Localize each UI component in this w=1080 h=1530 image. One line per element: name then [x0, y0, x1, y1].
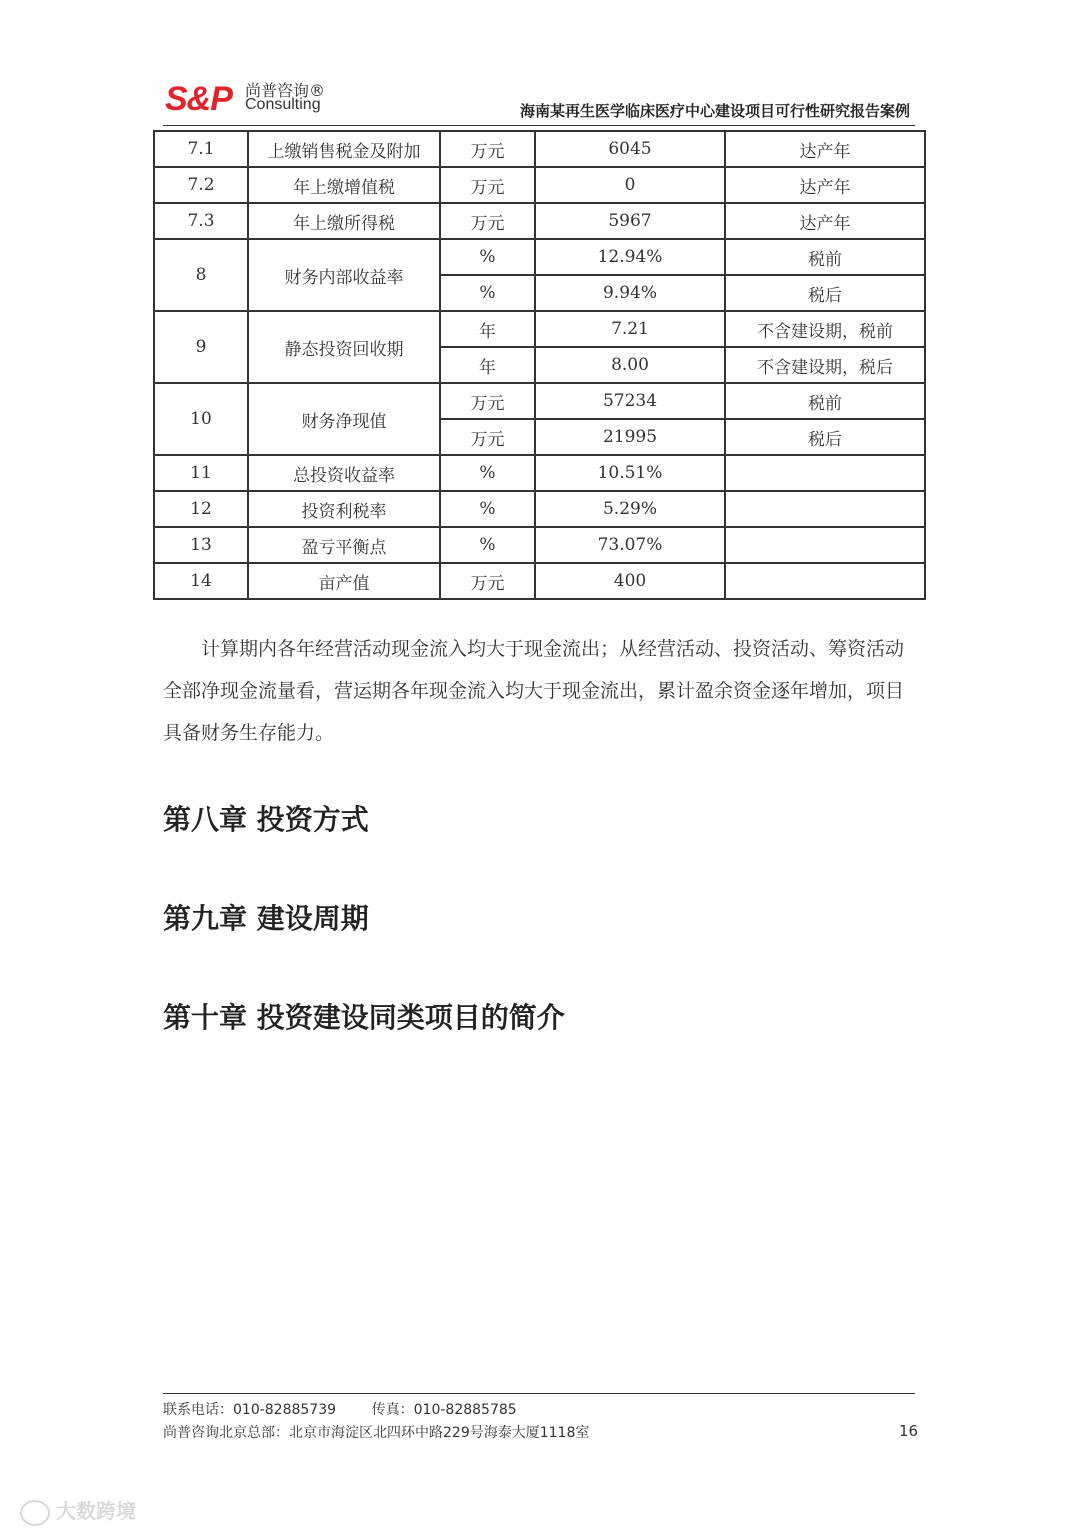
financial-indicators-table	[153, 130, 926, 600]
note: 达产年	[725, 203, 925, 239]
note	[725, 455, 925, 491]
value: 9.94%	[535, 275, 725, 311]
watermark	[20, 1495, 136, 1526]
item-name: 亩产值	[248, 563, 440, 599]
unit: 万元	[440, 563, 535, 599]
table-row	[154, 563, 925, 599]
watermark-text: 大数跨境	[56, 1499, 136, 1523]
row-number: 7.1	[154, 131, 248, 167]
footer-contact: 联系电话：010-82885739 传真：010-82885785	[163, 1402, 517, 1418]
value: 5.29%	[535, 491, 725, 527]
unit: %	[440, 239, 535, 275]
value: 6045	[535, 131, 725, 167]
item-name: 总投资收益率	[248, 455, 440, 491]
company-logo	[165, 78, 345, 118]
value: 12.94%	[535, 239, 725, 275]
row-number: 7.3	[154, 203, 248, 239]
item-name: 财务内部收益率	[248, 239, 440, 311]
body-paragraph: 计算期内各年经营活动现金流入均大于现金流出；从经营活动、投资活动、筹资活动全部净现金流量看，营运期各年现金流入均大于现金流出，累计盈余资金逐年增加，项目具备财务生存能力。	[163, 638, 905, 744]
footer-address: 尚普咨询北京总部：北京市海淀区北四环中路229号海泰大厦1118室	[163, 1425, 590, 1441]
unit: 万元	[440, 167, 535, 203]
logo-chinese-name: 尚普咨询®	[245, 81, 326, 100]
logo-mark: S&P	[165, 80, 232, 118]
note	[725, 527, 925, 563]
value: 0	[535, 167, 725, 203]
table-row	[154, 527, 925, 563]
chapter-heading-8: 第八章 投资方式	[163, 803, 369, 836]
value: 10.51%	[535, 455, 725, 491]
value: 400	[535, 563, 725, 599]
table-row	[154, 203, 925, 239]
row-number: 11	[154, 455, 248, 491]
table-row	[154, 131, 925, 167]
unit: %	[440, 275, 535, 311]
chapter-heading-10: 第十章 投资建设同类项目的简介	[163, 1001, 565, 1034]
row-number: 12	[154, 491, 248, 527]
unit: 万元	[440, 383, 535, 419]
item-name: 盈亏平衡点	[248, 527, 440, 563]
item-name: 财务净现值	[248, 383, 440, 455]
unit: %	[440, 527, 535, 563]
item-name: 上缴销售税金及附加	[248, 131, 440, 167]
table-row	[154, 455, 925, 491]
report-title: 海南某再生医学临床医疗中心建设项目可行性研究报告案例	[519, 102, 910, 120]
note: 达产年	[725, 131, 925, 167]
row-number: 7.2	[154, 167, 248, 203]
item-name: 静态投资回收期	[248, 311, 440, 383]
note: 税后	[725, 275, 925, 311]
value: 8.00	[535, 347, 725, 383]
header-divider	[163, 125, 915, 126]
item-name: 年上缴所得税	[248, 203, 440, 239]
value: 7.21	[535, 311, 725, 347]
note	[725, 491, 925, 527]
page-number: 16	[899, 1422, 919, 1440]
note: 税后	[725, 419, 925, 455]
unit: 万元	[440, 203, 535, 239]
note: 达产年	[725, 167, 925, 203]
note: 不含建设期，税前	[725, 311, 925, 347]
table-row	[154, 239, 925, 275]
unit: %	[440, 491, 535, 527]
watermark-logo-icon	[20, 1500, 50, 1526]
row-number: 13	[154, 527, 248, 563]
table-row	[154, 167, 925, 203]
item-name: 投资利税率	[248, 491, 440, 527]
unit: 年	[440, 311, 535, 347]
item-name: 年上缴增值税	[248, 167, 440, 203]
row-number: 8	[154, 239, 248, 311]
logo-english-name: Consulting	[245, 96, 321, 113]
note: 税前	[725, 383, 925, 419]
note: 税前	[725, 239, 925, 275]
note: 不含建设期，税后	[725, 347, 925, 383]
value: 57234	[535, 383, 725, 419]
row-number: 10	[154, 383, 248, 455]
table-row	[154, 383, 925, 419]
value: 21995	[535, 419, 725, 455]
value: 5967	[535, 203, 725, 239]
unit: %	[440, 455, 535, 491]
unit: 万元	[440, 131, 535, 167]
unit: 万元	[440, 419, 535, 455]
footer-divider	[163, 1393, 915, 1394]
table-row	[154, 491, 925, 527]
note	[725, 563, 925, 599]
unit: 年	[440, 347, 535, 383]
row-number: 9	[154, 311, 248, 383]
chapter-heading-9: 第九章 建设周期	[163, 902, 369, 935]
value: 73.07%	[535, 527, 725, 563]
table-row	[154, 311, 925, 347]
row-number: 14	[154, 563, 248, 599]
